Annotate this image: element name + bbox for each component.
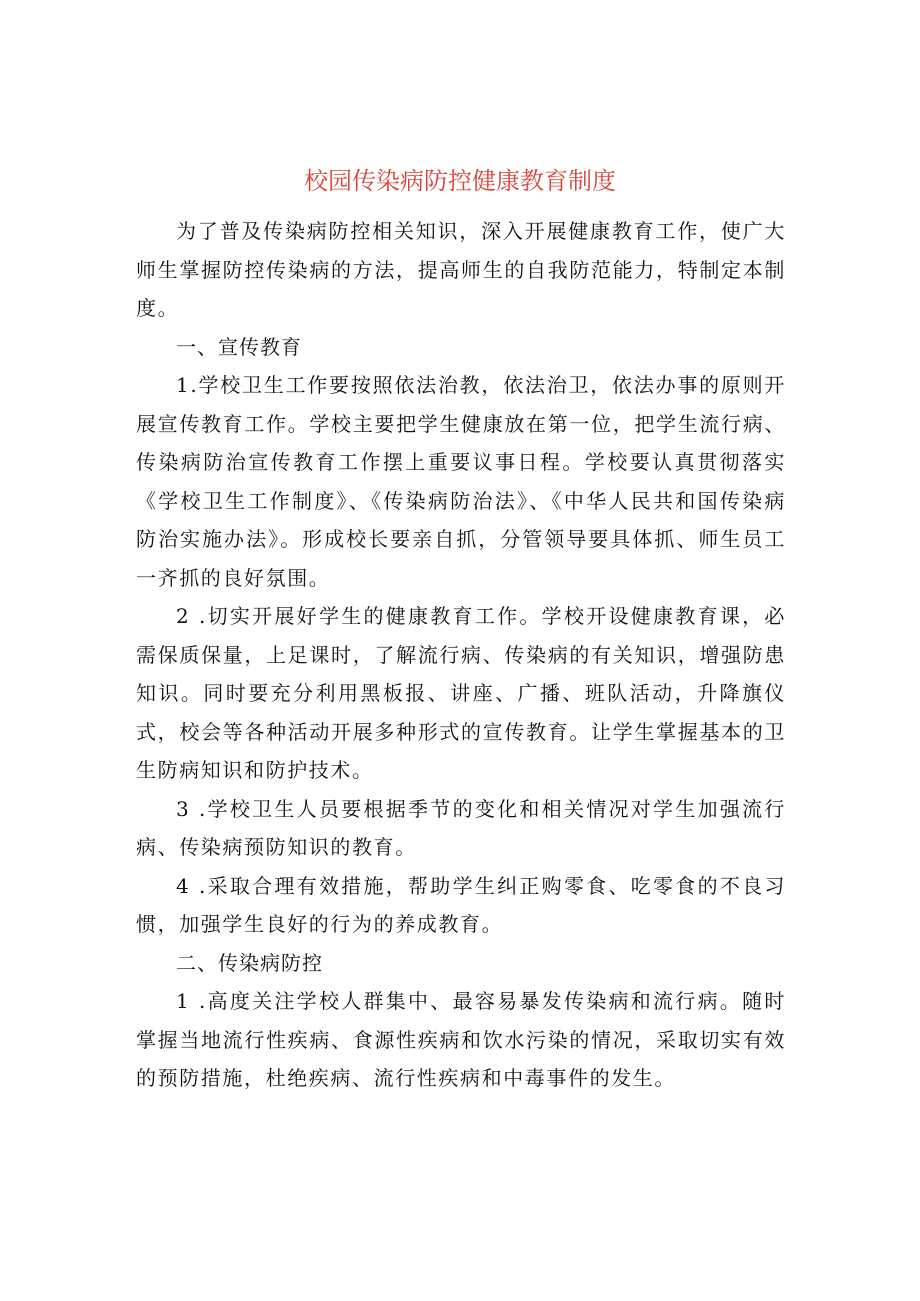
- section-heading-publicity: 一、宣传教育: [176, 334, 302, 359]
- document-body: [136, 212, 786, 1098]
- paragraph-publicity-2: 2 .切实开展好学生的健康教育工作。学校开设健康教育课，必需保质保量，上足课时，了解流行病、传染病的有关知识，增强防患知识。同时要充分利用黑板报、讲座、广播、班队活动，升降旗仪式，校会等各种活动开展多种形式的宣传教育。让学生掌握基本的卫生防病知识和防护技术。: [136, 604, 786, 782]
- paragraph-publicity-1: 1.学校卫生工作要按照依法治教，依法治卫，依法办事的原则开展宣传教育工作。学校主要把学生健康放在第一位，把学生流行病、传染病防治宣传教育工作摆上重要议事日程。学校要认真贯彻落实《学校卫生工作制度》、《传染病防治法》、《中华人民共和国传染病防治实施办法》。形成校长要亲自抓，分管领导要具体抓、师生员工一齐抓的良好氛围。: [136, 373, 786, 590]
- intro-paragraph: 为了普及传染病防控相关知识，深入开展健康教育工作，使广大师生掌握防控传染病的方法，提高师生的自我防范能力，特制定本制度。: [136, 219, 786, 320]
- paragraph-publicity-4: 4 .采取合理有效措施，帮助学生纠正购零食、吃零食的不良习惯，加强学生良好的行为的养成教育。: [136, 873, 786, 936]
- section-heading-prevention: 二、传染病防控: [176, 950, 323, 975]
- document-title: 校园传染病防控健康教育制度: [304, 167, 616, 195]
- paragraph-prevention-1: 1 .高度关注学校人群集中、最容易暴发传染病和流行病。随时掌握当地流行性疾病、食源性疾病和饮水污染的情况，采取切实有效的预防措施，杜绝疾病、流行性疾病和中毒事件的发生。: [136, 989, 786, 1090]
- paragraph-publicity-3: 3 .学校卫生人员要根据季节的变化和相关情况对学生加强流行病、传染病预防知识的教育。: [136, 796, 786, 859]
